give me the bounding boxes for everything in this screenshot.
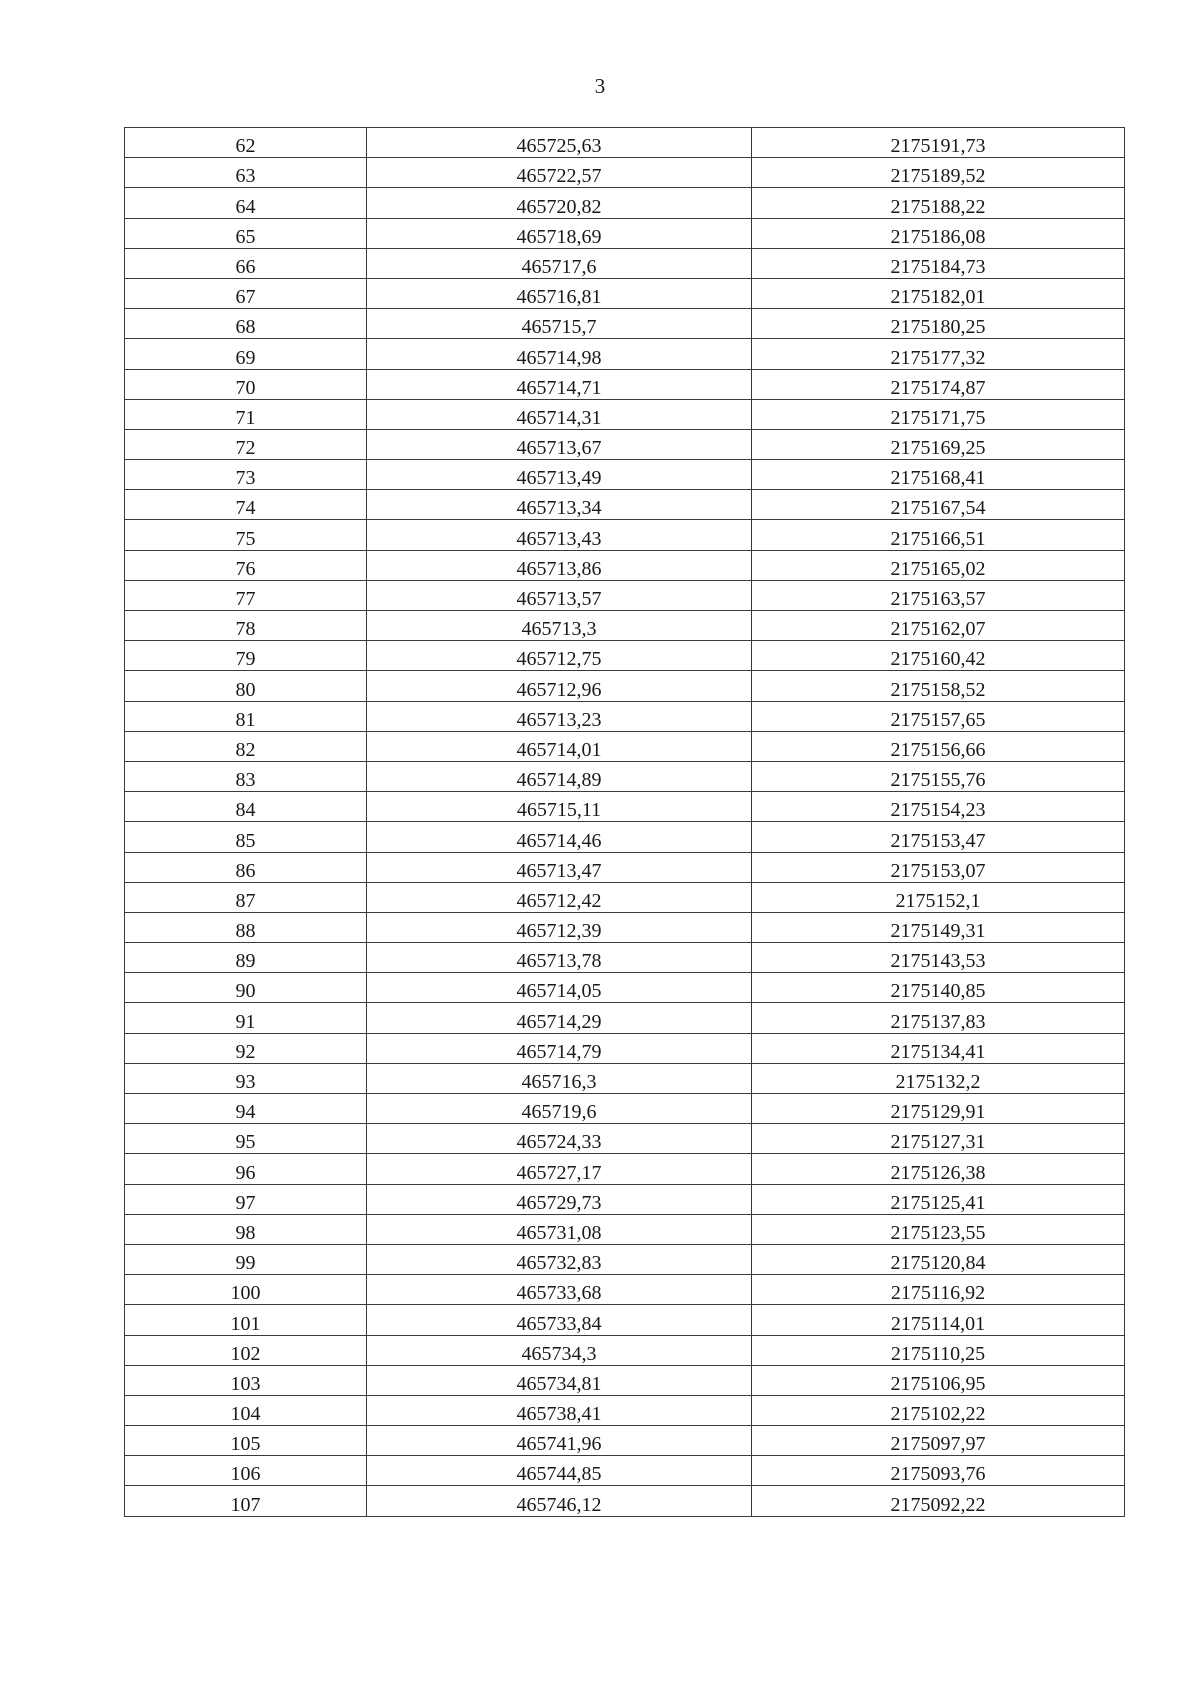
y-coordinate-cell: 2175120,84 bbox=[752, 1244, 1125, 1274]
point-number-cell: 75 bbox=[125, 520, 367, 550]
y-coordinate-cell: 2175167,54 bbox=[752, 490, 1125, 520]
x-coordinate-cell: 465712,96 bbox=[367, 671, 752, 701]
point-number-cell: 79 bbox=[125, 641, 367, 671]
x-coordinate-cell: 465725,63 bbox=[367, 128, 752, 158]
x-coordinate-cell: 465713,23 bbox=[367, 701, 752, 731]
y-coordinate-cell: 2175162,07 bbox=[752, 611, 1125, 641]
coordinates-table-body bbox=[125, 128, 1125, 1517]
x-coordinate-cell: 465732,83 bbox=[367, 1244, 752, 1274]
y-coordinate-cell: 2175174,87 bbox=[752, 369, 1125, 399]
y-coordinate-cell: 2175102,22 bbox=[752, 1395, 1125, 1425]
y-coordinate-cell: 2175126,38 bbox=[752, 1154, 1125, 1184]
y-coordinate-cell: 2175127,31 bbox=[752, 1124, 1125, 1154]
y-coordinate-cell: 2175153,47 bbox=[752, 822, 1125, 852]
table-row bbox=[125, 1184, 1125, 1214]
point-number-cell: 84 bbox=[125, 792, 367, 822]
point-number-cell: 91 bbox=[125, 1003, 367, 1033]
point-number-cell: 94 bbox=[125, 1094, 367, 1124]
point-number-cell: 77 bbox=[125, 580, 367, 610]
point-number-cell: 76 bbox=[125, 550, 367, 580]
x-coordinate-cell: 465719,6 bbox=[367, 1094, 752, 1124]
table-row bbox=[125, 882, 1125, 912]
point-number-cell: 69 bbox=[125, 339, 367, 369]
y-coordinate-cell: 2175156,66 bbox=[752, 731, 1125, 761]
y-coordinate-cell: 2175191,73 bbox=[752, 128, 1125, 158]
table-row bbox=[125, 912, 1125, 942]
table-row bbox=[125, 1063, 1125, 1093]
point-number-cell: 104 bbox=[125, 1395, 367, 1425]
table-row bbox=[125, 128, 1125, 158]
y-coordinate-cell: 2175188,22 bbox=[752, 188, 1125, 218]
y-coordinate-cell: 2175186,08 bbox=[752, 218, 1125, 248]
x-coordinate-cell: 465713,78 bbox=[367, 943, 752, 973]
y-coordinate-cell: 2175155,76 bbox=[752, 761, 1125, 791]
x-coordinate-cell: 465744,85 bbox=[367, 1456, 752, 1486]
table-row bbox=[125, 671, 1125, 701]
x-coordinate-cell: 465714,31 bbox=[367, 399, 752, 429]
y-coordinate-cell: 2175143,53 bbox=[752, 943, 1125, 973]
y-coordinate-cell: 2175152,1 bbox=[752, 882, 1125, 912]
y-coordinate-cell: 2175184,73 bbox=[752, 248, 1125, 278]
x-coordinate-cell: 465724,33 bbox=[367, 1124, 752, 1154]
table-row bbox=[125, 399, 1125, 429]
point-number-cell: 66 bbox=[125, 248, 367, 278]
x-coordinate-cell: 465714,01 bbox=[367, 731, 752, 761]
x-coordinate-cell: 465713,3 bbox=[367, 611, 752, 641]
y-coordinate-cell: 2175129,91 bbox=[752, 1094, 1125, 1124]
table-row bbox=[125, 158, 1125, 188]
y-coordinate-cell: 2175097,97 bbox=[752, 1426, 1125, 1456]
x-coordinate-cell: 465716,3 bbox=[367, 1063, 752, 1093]
y-coordinate-cell: 2175166,51 bbox=[752, 520, 1125, 550]
x-coordinate-cell: 465716,81 bbox=[367, 278, 752, 308]
x-coordinate-cell: 465713,34 bbox=[367, 490, 752, 520]
x-coordinate-cell: 465713,57 bbox=[367, 580, 752, 610]
x-coordinate-cell: 465729,73 bbox=[367, 1184, 752, 1214]
point-number-cell: 89 bbox=[125, 943, 367, 973]
table-row bbox=[125, 943, 1125, 973]
table-row bbox=[125, 460, 1125, 490]
x-coordinate-cell: 465714,71 bbox=[367, 369, 752, 399]
table-row bbox=[125, 792, 1125, 822]
point-number-cell: 73 bbox=[125, 460, 367, 490]
table-row bbox=[125, 1154, 1125, 1184]
x-coordinate-cell: 465717,6 bbox=[367, 248, 752, 278]
table-row bbox=[125, 188, 1125, 218]
x-coordinate-cell: 465714,89 bbox=[367, 761, 752, 791]
y-coordinate-cell: 2175110,25 bbox=[752, 1335, 1125, 1365]
table-row bbox=[125, 490, 1125, 520]
point-number-cell: 62 bbox=[125, 128, 367, 158]
x-coordinate-cell: 465733,84 bbox=[367, 1305, 752, 1335]
y-coordinate-cell: 2175153,07 bbox=[752, 852, 1125, 882]
table-row bbox=[125, 369, 1125, 399]
y-coordinate-cell: 2175165,02 bbox=[752, 550, 1125, 580]
table-row bbox=[125, 248, 1125, 278]
table-row bbox=[125, 761, 1125, 791]
y-coordinate-cell: 2175137,83 bbox=[752, 1003, 1125, 1033]
point-number-cell: 74 bbox=[125, 490, 367, 520]
y-coordinate-cell: 2175154,23 bbox=[752, 792, 1125, 822]
point-number-cell: 102 bbox=[125, 1335, 367, 1365]
point-number-cell: 72 bbox=[125, 429, 367, 459]
y-coordinate-cell: 2175106,95 bbox=[752, 1365, 1125, 1395]
point-number-cell: 107 bbox=[125, 1486, 367, 1516]
point-number-cell: 98 bbox=[125, 1214, 367, 1244]
point-number-cell: 106 bbox=[125, 1456, 367, 1486]
table-row bbox=[125, 580, 1125, 610]
table-row bbox=[125, 1486, 1125, 1516]
table-row bbox=[125, 550, 1125, 580]
x-coordinate-cell: 465714,29 bbox=[367, 1003, 752, 1033]
point-number-cell: 93 bbox=[125, 1063, 367, 1093]
y-coordinate-cell: 2175123,55 bbox=[752, 1214, 1125, 1244]
table-row bbox=[125, 429, 1125, 459]
y-coordinate-cell: 2175125,41 bbox=[752, 1184, 1125, 1214]
point-number-cell: 105 bbox=[125, 1426, 367, 1456]
point-number-cell: 92 bbox=[125, 1033, 367, 1063]
x-coordinate-cell: 465713,49 bbox=[367, 460, 752, 490]
x-coordinate-cell: 465722,57 bbox=[367, 158, 752, 188]
x-coordinate-cell: 465741,96 bbox=[367, 1426, 752, 1456]
table-row bbox=[125, 278, 1125, 308]
point-number-cell: 64 bbox=[125, 188, 367, 218]
point-number-cell: 103 bbox=[125, 1365, 367, 1395]
x-coordinate-cell: 465734,3 bbox=[367, 1335, 752, 1365]
x-coordinate-cell: 465720,82 bbox=[367, 188, 752, 218]
y-coordinate-cell: 2175169,25 bbox=[752, 429, 1125, 459]
point-number-cell: 78 bbox=[125, 611, 367, 641]
y-coordinate-cell: 2175134,41 bbox=[752, 1033, 1125, 1063]
y-coordinate-cell: 2175160,42 bbox=[752, 641, 1125, 671]
point-number-cell: 99 bbox=[125, 1244, 367, 1274]
table-row bbox=[125, 1275, 1125, 1305]
x-coordinate-cell: 465727,17 bbox=[367, 1154, 752, 1184]
table-row bbox=[125, 1244, 1125, 1274]
y-coordinate-cell: 2175168,41 bbox=[752, 460, 1125, 490]
table-row bbox=[125, 1365, 1125, 1395]
point-number-cell: 82 bbox=[125, 731, 367, 761]
table-row bbox=[125, 641, 1125, 671]
x-coordinate-cell: 465713,67 bbox=[367, 429, 752, 459]
y-coordinate-cell: 2175132,2 bbox=[752, 1063, 1125, 1093]
table-row bbox=[125, 1426, 1125, 1456]
point-number-cell: 86 bbox=[125, 852, 367, 882]
y-coordinate-cell: 2175189,52 bbox=[752, 158, 1125, 188]
y-coordinate-cell: 2175116,92 bbox=[752, 1275, 1125, 1305]
x-coordinate-cell: 465714,05 bbox=[367, 973, 752, 1003]
table-row bbox=[125, 1305, 1125, 1335]
x-coordinate-cell: 465715,7 bbox=[367, 309, 752, 339]
point-number-cell: 83 bbox=[125, 761, 367, 791]
x-coordinate-cell: 465734,81 bbox=[367, 1365, 752, 1395]
table-row bbox=[125, 1124, 1125, 1154]
table-row bbox=[125, 731, 1125, 761]
coordinates-table bbox=[124, 127, 1125, 1517]
y-coordinate-cell: 2175163,57 bbox=[752, 580, 1125, 610]
point-number-cell: 70 bbox=[125, 369, 367, 399]
x-coordinate-cell: 465712,42 bbox=[367, 882, 752, 912]
y-coordinate-cell: 2175093,76 bbox=[752, 1456, 1125, 1486]
x-coordinate-cell: 465746,12 bbox=[367, 1486, 752, 1516]
y-coordinate-cell: 2175092,22 bbox=[752, 1486, 1125, 1516]
x-coordinate-cell: 465713,43 bbox=[367, 520, 752, 550]
x-coordinate-cell: 465738,41 bbox=[367, 1395, 752, 1425]
point-number-cell: 101 bbox=[125, 1305, 367, 1335]
point-number-cell: 90 bbox=[125, 973, 367, 1003]
point-number-cell: 63 bbox=[125, 158, 367, 188]
page-number: 3 bbox=[594, 74, 606, 98]
point-number-cell: 96 bbox=[125, 1154, 367, 1184]
table-row bbox=[125, 1456, 1125, 1486]
point-number-cell: 67 bbox=[125, 278, 367, 308]
table-row bbox=[125, 520, 1125, 550]
y-coordinate-cell: 2175177,32 bbox=[752, 339, 1125, 369]
point-number-cell: 65 bbox=[125, 218, 367, 248]
point-number-cell: 85 bbox=[125, 822, 367, 852]
point-number-cell: 88 bbox=[125, 912, 367, 942]
x-coordinate-cell: 465713,47 bbox=[367, 852, 752, 882]
x-coordinate-cell: 465733,68 bbox=[367, 1275, 752, 1305]
x-coordinate-cell: 465712,75 bbox=[367, 641, 752, 671]
point-number-cell: 71 bbox=[125, 399, 367, 429]
table-row bbox=[125, 1335, 1125, 1365]
y-coordinate-cell: 2175182,01 bbox=[752, 278, 1125, 308]
table-row bbox=[125, 973, 1125, 1003]
table-row bbox=[125, 1094, 1125, 1124]
y-coordinate-cell: 2175158,52 bbox=[752, 671, 1125, 701]
point-number-cell: 97 bbox=[125, 1184, 367, 1214]
point-number-cell: 68 bbox=[125, 309, 367, 339]
table-row bbox=[125, 852, 1125, 882]
x-coordinate-cell: 465712,39 bbox=[367, 912, 752, 942]
table-row bbox=[125, 1033, 1125, 1063]
y-coordinate-cell: 2175114,01 bbox=[752, 1305, 1125, 1335]
table-row bbox=[125, 822, 1125, 852]
point-number-cell: 100 bbox=[125, 1275, 367, 1305]
point-number-cell: 80 bbox=[125, 671, 367, 701]
x-coordinate-cell: 465714,79 bbox=[367, 1033, 752, 1063]
point-number-cell: 87 bbox=[125, 882, 367, 912]
x-coordinate-cell: 465713,86 bbox=[367, 550, 752, 580]
x-coordinate-cell: 465715,11 bbox=[367, 792, 752, 822]
x-coordinate-cell: 465714,46 bbox=[367, 822, 752, 852]
y-coordinate-cell: 2175180,25 bbox=[752, 309, 1125, 339]
y-coordinate-cell: 2175149,31 bbox=[752, 912, 1125, 942]
table-row bbox=[125, 1214, 1125, 1244]
x-coordinate-cell: 465718,69 bbox=[367, 218, 752, 248]
y-coordinate-cell: 2175157,65 bbox=[752, 701, 1125, 731]
x-coordinate-cell: 465714,98 bbox=[367, 339, 752, 369]
point-number-cell: 81 bbox=[125, 701, 367, 731]
table-row bbox=[125, 339, 1125, 369]
y-coordinate-cell: 2175140,85 bbox=[752, 973, 1125, 1003]
table-row bbox=[125, 309, 1125, 339]
y-coordinate-cell: 2175171,75 bbox=[752, 399, 1125, 429]
table-row bbox=[125, 1395, 1125, 1425]
table-row bbox=[125, 701, 1125, 731]
table-row bbox=[125, 1003, 1125, 1033]
table-row bbox=[125, 218, 1125, 248]
x-coordinate-cell: 465731,08 bbox=[367, 1214, 752, 1244]
table-row bbox=[125, 611, 1125, 641]
point-number-cell: 95 bbox=[125, 1124, 367, 1154]
